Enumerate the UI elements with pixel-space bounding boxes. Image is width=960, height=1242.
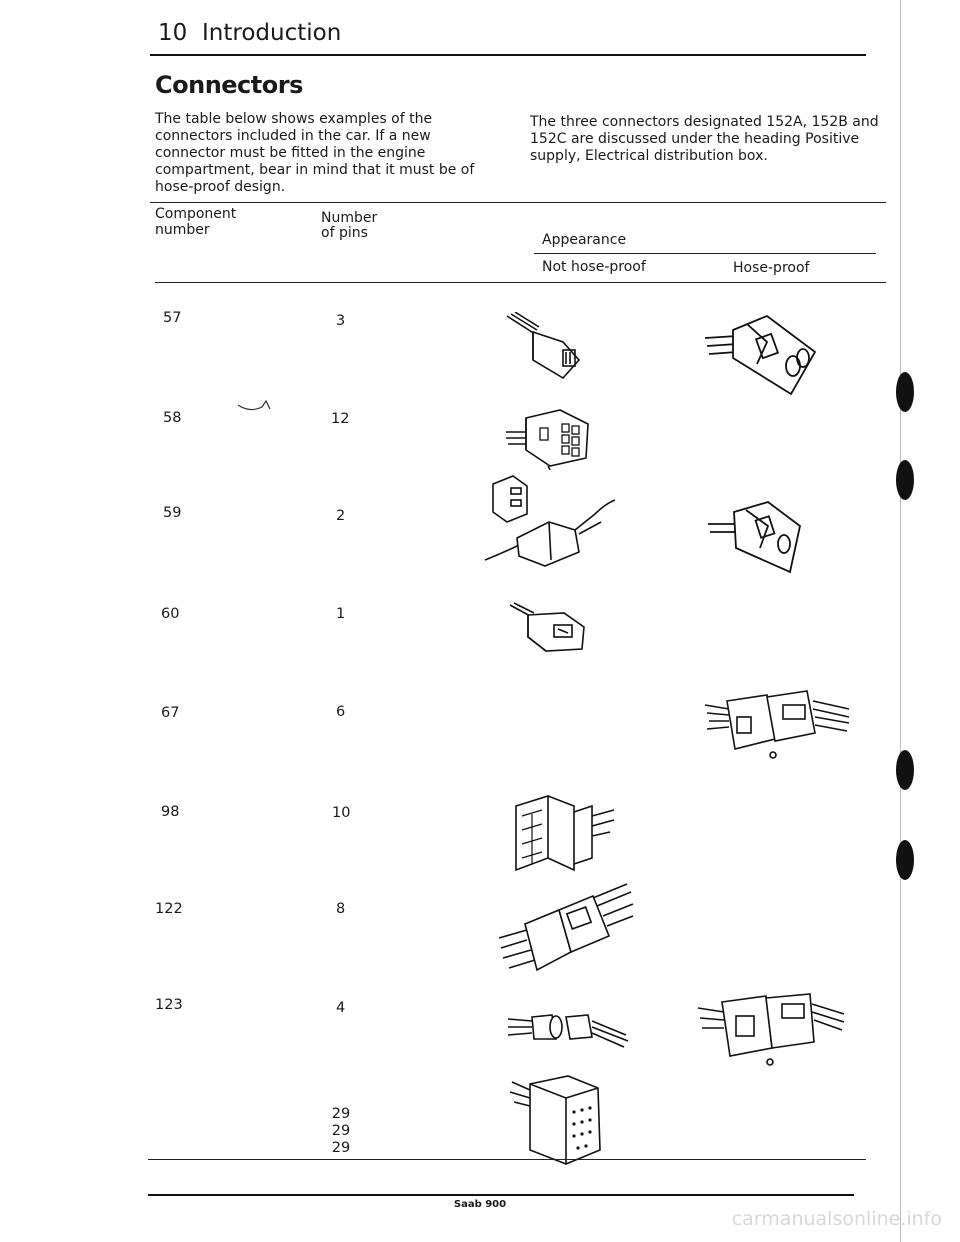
component-number: 60 [161, 606, 180, 622]
stray-mark-icon [236, 397, 276, 415]
section-title: Connectors [155, 71, 303, 99]
table-header-rule [155, 282, 886, 283]
pin-count: 3 [336, 313, 346, 329]
connector-3pin-sealed-icon [703, 306, 823, 402]
pin-count: 29 [331, 1140, 351, 1156]
pin-count: 29 [331, 1123, 351, 1139]
binding-edge-line [900, 0, 901, 1242]
chapter-title: Introduction [202, 20, 342, 46]
header-appearance: Appearance [542, 232, 627, 248]
connector-2pin-pair-icon [483, 474, 623, 570]
component-number: 57 [163, 310, 182, 326]
pin-count: 1 [336, 606, 346, 622]
pin-count: 2 [336, 508, 346, 524]
pin-count-group [321, 1106, 361, 1157]
table-top-rule [150, 202, 886, 203]
header-divider [150, 54, 866, 56]
pin-count: 29 [331, 1106, 351, 1122]
footer-model: Saab 900 [453, 1199, 507, 1210]
component-number: 98 [161, 804, 180, 820]
pin-count: 6 [336, 704, 346, 720]
binding-hole-icon [896, 372, 914, 412]
intro-paragraph-right: The three connectors designated 152A, 152B and 152C are discussed under the heading Positive supply, Electrical distribution box. [530, 114, 879, 164]
component-number: 58 [163, 410, 182, 426]
footer-rule [148, 1194, 854, 1196]
connector-4pin-sealed-icon [696, 990, 846, 1070]
header-pins-line2: of pins [321, 225, 368, 241]
component-number: 122 [155, 901, 183, 917]
connector-2pin-sealed-icon [706, 498, 806, 580]
component-number: 67 [161, 705, 180, 721]
binding-hole-icon [896, 460, 914, 500]
connector-8pin-icon [497, 880, 637, 980]
page-number: 10 [158, 20, 188, 46]
pin-count: 8 [336, 901, 346, 917]
appearance-rule [534, 253, 876, 254]
connector-29pin-icon [508, 1072, 608, 1168]
header-pins-line1: Number [321, 210, 378, 226]
binding-hole-icon [896, 840, 914, 880]
connector-12pin-icon [504, 404, 594, 470]
intro-paragraph-left: The table below shows examples of the connectors included in the car. If a new connector must be fitted in the engine compartment, bear in mind that it must be of hose-proof design. [155, 111, 475, 195]
pin-count: 12 [331, 411, 350, 427]
header-hose-proof: Hose-proof [733, 260, 810, 276]
connector-6pin-sealed-icon [703, 687, 853, 763]
pin-count: 10 [332, 805, 351, 821]
pin-count: 4 [336, 1000, 346, 1016]
watermark: carmanualsonline.info [731, 1208, 942, 1230]
connector-1pin-icon [508, 601, 598, 657]
connector-4pin-inline-icon [506, 1005, 636, 1051]
table-bottom-rule [148, 1159, 866, 1160]
header-not-hose-proof: Not hose-proof [542, 259, 646, 275]
binding-hole-icon [896, 750, 914, 790]
header-component-line1: Component [155, 206, 237, 222]
component-number: 123 [155, 997, 183, 1013]
connector-10pin-icon [510, 786, 620, 876]
header-component-line2: number [155, 222, 210, 238]
component-number: 59 [163, 505, 182, 521]
connector-3pin-icon [505, 312, 585, 382]
